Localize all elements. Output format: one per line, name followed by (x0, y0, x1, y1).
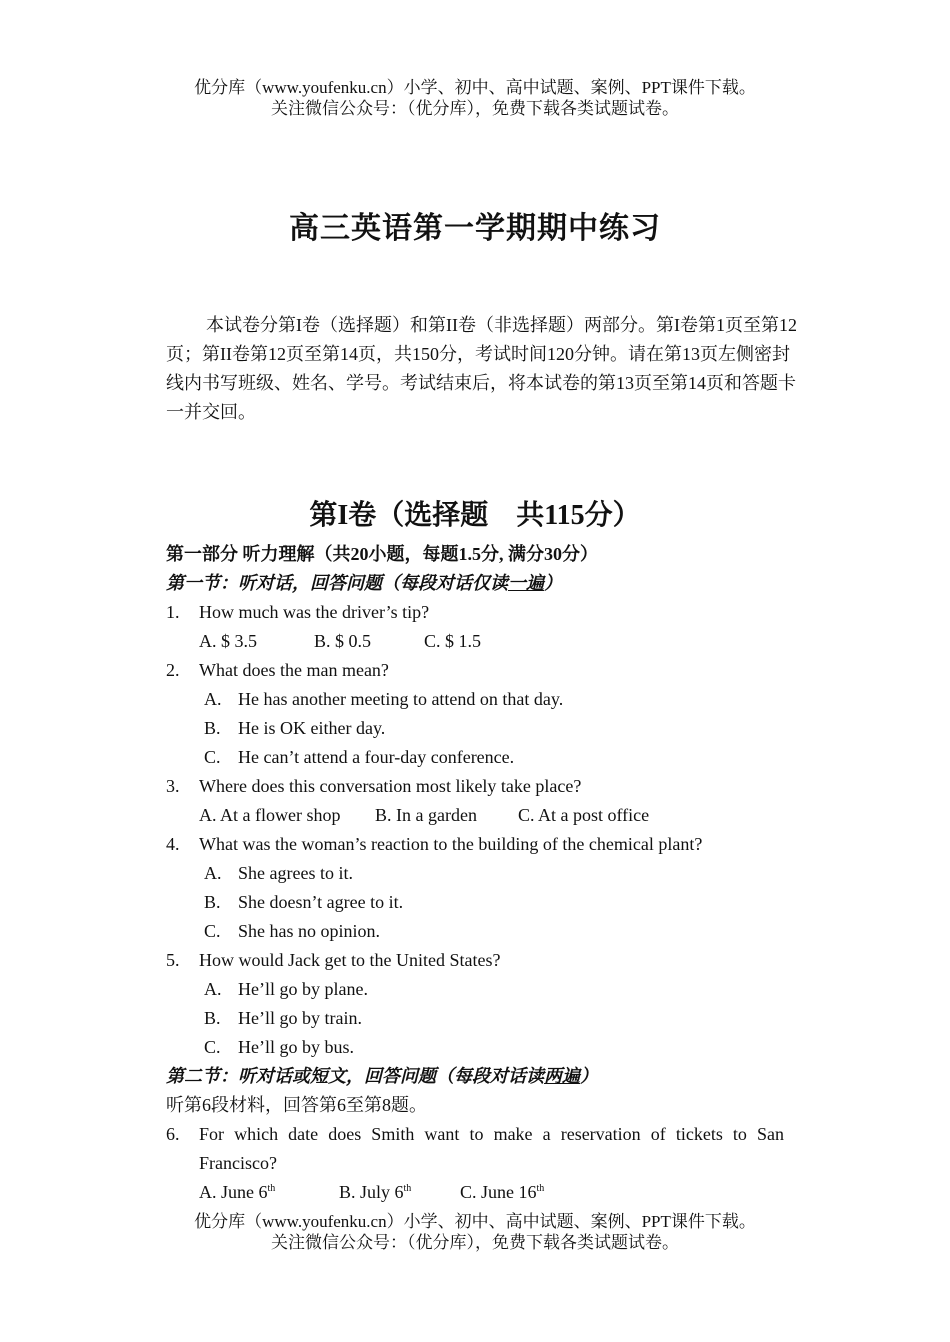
option[interactable]: B. $ 0.5 (314, 631, 372, 651)
option[interactable]: A. At a flower shop (199, 805, 341, 825)
part-heading: 第一部分 听力理解（共20小题，每题1.5分, 满分30分） (166, 544, 598, 564)
question-5-option-c[interactable]: C. He’ll go by bus. (204, 1037, 354, 1057)
question-text: Where does this conversation most likely take place? (199, 776, 582, 796)
question-3: 3. Where does this conversation most likely take place? (166, 776, 582, 796)
subsection-2-heading: 第二节：听对话或短文，回答问题（每段对话读两遍） (166, 1066, 598, 1086)
question-4: 4. What was the woman’s reaction to the building of the chemical plant? (166, 834, 703, 854)
question-5-option-b[interactable]: B. He’ll go by train. (204, 1008, 362, 1028)
question-1: 1. How much was the driver’s tip? (166, 602, 430, 622)
question-2-option-c[interactable]: C. He can’t attend a four-day conference. (204, 747, 515, 767)
footer-line-1: 优分库（www.youfenku.cn）小学、初中、高中试题、案例、PPT课件下载。 (194, 1212, 756, 1231)
option[interactable]: A. $ 3.5 (199, 631, 257, 651)
question-4-option-a[interactable]: A. She agrees to it. (204, 863, 353, 883)
question-6: 6. For which date does Smith want to make a reservation of tickets to San Francisco? (166, 1124, 784, 1173)
question-text: What does the man mean? (199, 660, 389, 680)
page-title: 高三英语第一学期期中练习 (289, 211, 661, 246)
question-3-options (166, 801, 784, 830)
question-text: What was the woman’s reaction to the building of the chemical plant? (199, 834, 703, 854)
question-text: How much was the driver’s tip? (199, 602, 430, 622)
header-line-1: 优分库（www.youfenku.cn）小学、初中、高中试题、案例、PPT课件下载。 (194, 78, 756, 97)
page-header (0, 77, 950, 119)
option[interactable]: B. In a garden (375, 805, 477, 825)
option[interactable]: A. June 6th (199, 1182, 276, 1202)
option[interactable]: C. June 16th (460, 1182, 545, 1202)
instructions (166, 311, 798, 427)
question-text: How would Jack get to the United States? (199, 950, 501, 970)
question-5-option-a[interactable]: A. He’ll go by plane. (204, 979, 368, 999)
question-text: For which date does Smith want to make a reservation of tickets to San Francisco? (199, 1124, 784, 1173)
question-6-options (166, 1178, 784, 1207)
question-4-option-b[interactable]: B. She doesn’t agree to it. (204, 892, 404, 912)
question-2-option-b[interactable]: B. He is OK either day. (204, 718, 386, 738)
footer-line-2: 关注微信公众号：（优分库），免费下载各类试题试卷。 (271, 1233, 679, 1252)
option[interactable]: C. At a post office (518, 805, 650, 825)
subsection-1-heading: 第一节：听对话，回答问题（每段对话仅读一遍） (166, 573, 562, 593)
question-4-option-c[interactable]: C. She has no opinion. (204, 921, 380, 941)
questions-content (166, 540, 784, 1207)
section-title: 第I卷（选择题 共115分） (309, 500, 641, 531)
option[interactable]: B. July 6th (339, 1182, 412, 1202)
question-2-option-a[interactable]: A. He has another meeting to attend on that day. (204, 689, 564, 709)
material-note: 听第6段材料，回答第6至第8题。 (166, 1095, 427, 1115)
instructions-text: 本试卷分第I卷（选择题）和第II卷（非选择题）两部分。第I卷第1页至第12页；第II卷第12页至第14页，共150分，考试时间120分钟。请在第13页左侧密封线内书写班级、姓名、学号。考试结束后，将本试卷的第13页至第14页和答题卡一并交回。 (166, 315, 797, 422)
question-2: 2. What does the man mean? (166, 660, 389, 680)
question-5: 5. How would Jack get to the United States? (166, 950, 501, 970)
page-footer (0, 1211, 950, 1253)
question-1-options (166, 627, 784, 656)
option[interactable]: C. $ 1.5 (424, 631, 482, 651)
header-line-2: 关注微信公众号：（优分库），免费下载各类试题试卷。 (271, 99, 679, 118)
